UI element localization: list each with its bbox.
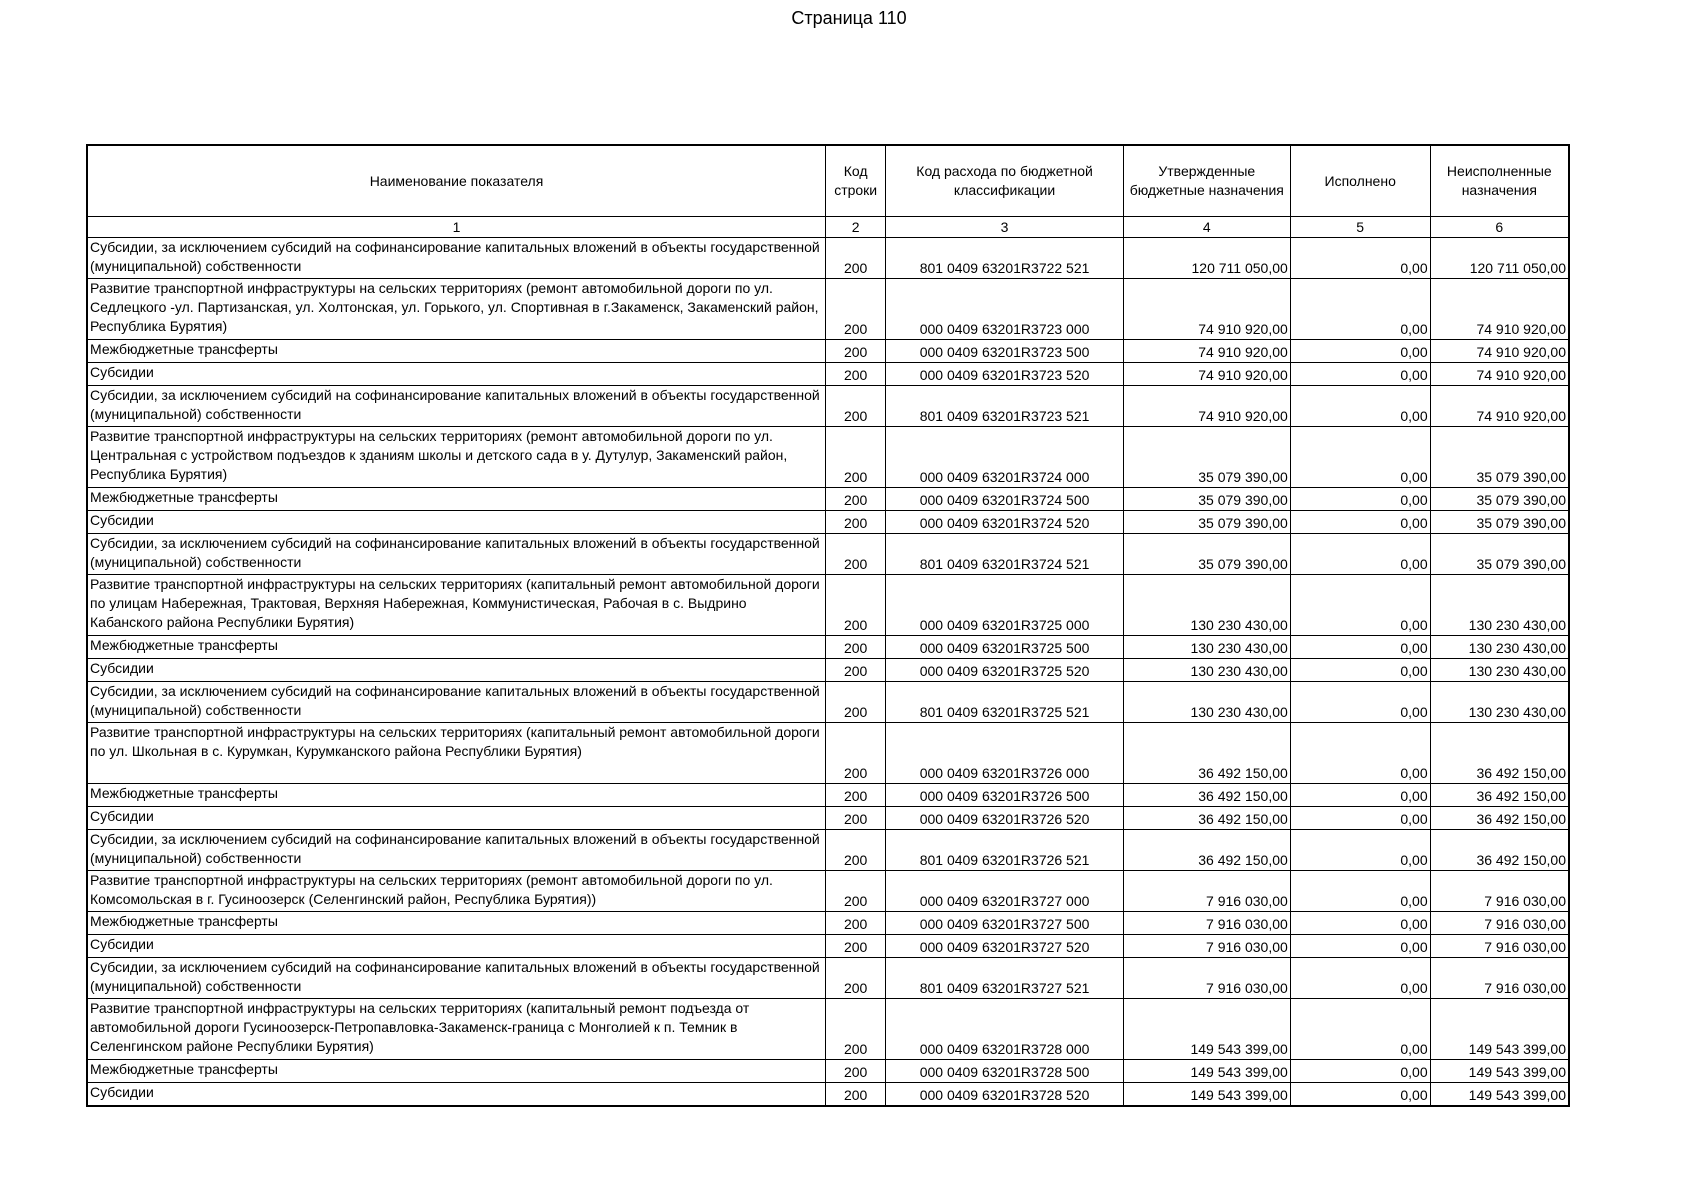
- row-code: 200: [825, 575, 885, 636]
- row-unexecuted: 74 910 920,00: [1430, 386, 1569, 427]
- row-kbk: 000 0409 63201R3727 500: [886, 912, 1123, 935]
- row-approved: 35 079 390,00: [1123, 534, 1290, 575]
- row-approved: 7 916 030,00: [1123, 935, 1290, 958]
- table-row: [87, 238, 1569, 279]
- row-executed: 0,00: [1290, 1083, 1430, 1106]
- table-row: [87, 340, 1569, 363]
- row-kbk: 000 0409 63201R3723 000: [886, 279, 1123, 340]
- row-kbk: 000 0409 63201R3726 000: [886, 723, 1123, 784]
- table-row: [87, 1083, 1569, 1106]
- row-code: 200: [825, 488, 885, 511]
- table-row: [87, 659, 1569, 682]
- row-name: Субсидии, за исключением субсидий на софинансирование капитальных вложений в объекты государственной (муниципальной) собственности: [87, 682, 825, 723]
- row-code: 200: [825, 238, 885, 279]
- row-unexecuted: 35 079 390,00: [1430, 427, 1569, 488]
- table-row: [87, 511, 1569, 534]
- row-executed: 0,00: [1290, 427, 1430, 488]
- row-unexecuted: 7 916 030,00: [1430, 912, 1569, 935]
- row-unexecuted: 130 230 430,00: [1430, 659, 1569, 682]
- table-row: [87, 279, 1569, 340]
- header-executed: Исполнено: [1290, 145, 1430, 217]
- row-approved: 130 230 430,00: [1123, 659, 1290, 682]
- row-executed: 0,00: [1290, 871, 1430, 912]
- table-row: [87, 427, 1569, 488]
- row-executed: 0,00: [1290, 1060, 1430, 1083]
- row-unexecuted: 7 916 030,00: [1430, 958, 1569, 999]
- row-code: 200: [825, 830, 885, 871]
- row-name: Развитие транспортной инфраструктуры на сельских территориях (ремонт автомобильной дороги по ул. Комсомольская в г. Гусиноозерск (Селенгинский район, Республика Бурятия)): [87, 871, 825, 912]
- row-name: Субсидии, за исключением субсидий на софинансирование капитальных вложений в объекты государственной (муниципальной) собственности: [87, 534, 825, 575]
- row-approved: 35 079 390,00: [1123, 488, 1290, 511]
- table-row: [87, 534, 1569, 575]
- header-kbk: Код расхода по бюджетной классификации: [886, 145, 1123, 217]
- row-unexecuted: 35 079 390,00: [1430, 534, 1569, 575]
- table-row: [87, 912, 1569, 935]
- row-code: 200: [825, 363, 885, 386]
- row-executed: 0,00: [1290, 534, 1430, 575]
- row-unexecuted: 74 910 920,00: [1430, 340, 1569, 363]
- table-row: [87, 784, 1569, 807]
- row-name: Субсидии: [87, 363, 825, 386]
- row-code: 200: [825, 912, 885, 935]
- row-approved: 130 230 430,00: [1123, 636, 1290, 659]
- row-kbk: 801 0409 63201R3722 521: [886, 238, 1123, 279]
- row-name: Межбюджетные трансферты: [87, 488, 825, 511]
- row-approved: 74 910 920,00: [1123, 340, 1290, 363]
- row-kbk: 000 0409 63201R3726 520: [886, 807, 1123, 830]
- row-name: Субсидии: [87, 1083, 825, 1106]
- row-executed: 0,00: [1290, 659, 1430, 682]
- column-number-row: [87, 217, 1569, 238]
- row-unexecuted: 35 079 390,00: [1430, 511, 1569, 534]
- row-kbk: 000 0409 63201R3725 520: [886, 659, 1123, 682]
- row-name: Субсидии: [87, 659, 825, 682]
- table-row: [87, 871, 1569, 912]
- row-name: Межбюджетные трансферты: [87, 1060, 825, 1083]
- row-executed: 0,00: [1290, 575, 1430, 636]
- row-name: Межбюджетные трансферты: [87, 636, 825, 659]
- row-approved: 149 543 399,00: [1123, 1083, 1290, 1106]
- row-unexecuted: 120 711 050,00: [1430, 238, 1569, 279]
- row-executed: 0,00: [1290, 386, 1430, 427]
- row-executed: 0,00: [1290, 723, 1430, 784]
- row-approved: 130 230 430,00: [1123, 575, 1290, 636]
- table-row: [87, 830, 1569, 871]
- column-number: 5: [1290, 217, 1430, 238]
- row-approved: 36 492 150,00: [1123, 807, 1290, 830]
- row-executed: 0,00: [1290, 488, 1430, 511]
- row-code: 200: [825, 534, 885, 575]
- row-code: 200: [825, 427, 885, 488]
- header-code: Код строки: [825, 145, 885, 217]
- row-approved: 35 079 390,00: [1123, 427, 1290, 488]
- row-name: Межбюджетные трансферты: [87, 340, 825, 363]
- row-approved: 7 916 030,00: [1123, 871, 1290, 912]
- row-unexecuted: 130 230 430,00: [1430, 575, 1569, 636]
- row-code: 200: [825, 1060, 885, 1083]
- row-code: 200: [825, 999, 885, 1060]
- row-kbk: 000 0409 63201R3723 520: [886, 363, 1123, 386]
- row-unexecuted: 149 543 399,00: [1430, 1060, 1569, 1083]
- row-executed: 0,00: [1290, 958, 1430, 999]
- row-kbk: 801 0409 63201R3723 521: [886, 386, 1123, 427]
- table-row: [87, 807, 1569, 830]
- row-name: Развитие транспортной инфраструктуры на сельских территориях (капитальный ремонт автомобильной дороги по улицам Набережная, Трактовая, Верхняя Набережная, Коммунистическая, Рабочая в с. Выдрино Кабанского района Республики Бурятия): [87, 575, 825, 636]
- row-approved: 7 916 030,00: [1123, 912, 1290, 935]
- row-kbk: 000 0409 63201R3728 500: [886, 1060, 1123, 1083]
- row-unexecuted: 7 916 030,00: [1430, 871, 1569, 912]
- row-unexecuted: 74 910 920,00: [1430, 279, 1569, 340]
- row-unexecuted: 36 492 150,00: [1430, 830, 1569, 871]
- row-name: Развитие транспортной инфраструктуры на сельских территориях (ремонт автомобильной дороги по ул. Центральная с устройством подъездов к зданиям школы и детского сада в у. Дутулур, Закаменский район, Республика Бурятия): [87, 427, 825, 488]
- row-approved: 74 910 920,00: [1123, 279, 1290, 340]
- row-name: Субсидии, за исключением субсидий на софинансирование капитальных вложений в объекты государственной (муниципальной) собственности: [87, 830, 825, 871]
- row-kbk: 000 0409 63201R3724 520: [886, 511, 1123, 534]
- row-name: Межбюджетные трансферты: [87, 784, 825, 807]
- table-row: [87, 935, 1569, 958]
- table-row: [87, 488, 1569, 511]
- row-kbk: 000 0409 63201R3726 500: [886, 784, 1123, 807]
- row-unexecuted: 36 492 150,00: [1430, 784, 1569, 807]
- row-approved: 120 711 050,00: [1123, 238, 1290, 279]
- table-row: [87, 682, 1569, 723]
- row-executed: 0,00: [1290, 238, 1430, 279]
- row-approved: 7 916 030,00: [1123, 958, 1290, 999]
- row-code: 200: [825, 659, 885, 682]
- table-row: [87, 999, 1569, 1060]
- column-number: 3: [886, 217, 1123, 238]
- row-approved: 74 910 920,00: [1123, 386, 1290, 427]
- row-name: Субсидии: [87, 511, 825, 534]
- row-executed: 0,00: [1290, 340, 1430, 363]
- row-unexecuted: 36 492 150,00: [1430, 807, 1569, 830]
- row-kbk: 000 0409 63201R3724 000: [886, 427, 1123, 488]
- budget-table: [86, 144, 1570, 1107]
- header-unexecuted: Неисполненные назначения: [1430, 145, 1569, 217]
- row-unexecuted: 149 543 399,00: [1430, 999, 1569, 1060]
- column-number: 4: [1123, 217, 1290, 238]
- row-name: Субсидии, за исключением субсидий на софинансирование капитальных вложений в объекты государственной (муниципальной) собственности: [87, 386, 825, 427]
- header-name: Наименование показателя: [87, 145, 825, 217]
- row-unexecuted: 36 492 150,00: [1430, 723, 1569, 784]
- row-name: Развитие транспортной инфраструктуры на сельских территориях (капитальный ремонт автомобильной дороги по ул. Школьная в с. Курумкан, Курумканского района Республики Бурятия): [87, 723, 825, 784]
- row-executed: 0,00: [1290, 682, 1430, 723]
- row-code: 200: [825, 958, 885, 999]
- row-kbk: 801 0409 63201R3724 521: [886, 534, 1123, 575]
- column-number: 1: [87, 217, 825, 238]
- row-executed: 0,00: [1290, 807, 1430, 830]
- row-approved: 130 230 430,00: [1123, 682, 1290, 723]
- row-kbk: 000 0409 63201R3728 520: [886, 1083, 1123, 1106]
- row-name: Субсидии: [87, 935, 825, 958]
- row-code: 200: [825, 279, 885, 340]
- row-code: 200: [825, 386, 885, 427]
- row-approved: 36 492 150,00: [1123, 830, 1290, 871]
- row-code: 200: [825, 935, 885, 958]
- row-name: Развитие транспортной инфраструктуры на сельских территориях (капитальный ремонт подъезда от автомобильной дороги Гусиноозерск-Петропавловка-Закаменск-граница с Монголией к п. Темник в Селенгинском районе Республики Бурятия): [87, 999, 825, 1060]
- column-number: 2: [825, 217, 885, 238]
- row-unexecuted: 35 079 390,00: [1430, 488, 1569, 511]
- row-executed: 0,00: [1290, 784, 1430, 807]
- row-code: 200: [825, 1083, 885, 1106]
- row-code: 200: [825, 723, 885, 784]
- row-executed: 0,00: [1290, 830, 1430, 871]
- table-row: [87, 636, 1569, 659]
- row-approved: 35 079 390,00: [1123, 511, 1290, 534]
- row-code: 200: [825, 807, 885, 830]
- table-row: [87, 1060, 1569, 1083]
- header-approved: Утвержденные бюджетные назначения: [1123, 145, 1290, 217]
- row-code: 200: [825, 636, 885, 659]
- row-kbk: 801 0409 63201R3727 521: [886, 958, 1123, 999]
- row-name: Субсидии: [87, 807, 825, 830]
- row-executed: 0,00: [1290, 935, 1430, 958]
- row-executed: 0,00: [1290, 999, 1430, 1060]
- row-unexecuted: 149 543 399,00: [1430, 1083, 1569, 1106]
- row-approved: 74 910 920,00: [1123, 363, 1290, 386]
- row-approved: 149 543 399,00: [1123, 1060, 1290, 1083]
- row-kbk: 000 0409 63201R3727 000: [886, 871, 1123, 912]
- table-row: [87, 958, 1569, 999]
- row-kbk: 000 0409 63201R3724 500: [886, 488, 1123, 511]
- row-kbk: 801 0409 63201R3726 521: [886, 830, 1123, 871]
- row-unexecuted: 130 230 430,00: [1430, 636, 1569, 659]
- row-kbk: 000 0409 63201R3725 500: [886, 636, 1123, 659]
- row-code: 200: [825, 784, 885, 807]
- row-name: Развитие транспортной инфраструктуры на сельских территориях (ремонт автомобильной дороги по ул. Седлецкого -ул. Партизанская, ул. Холтонская, ул. Горького, ул. Спортивная в г.Закаменск, Закаменский район, Республика Бурятия): [87, 279, 825, 340]
- table-row: [87, 723, 1569, 784]
- row-code: 200: [825, 682, 885, 723]
- row-executed: 0,00: [1290, 511, 1430, 534]
- row-name: Межбюджетные трансферты: [87, 912, 825, 935]
- column-number: 6: [1430, 217, 1569, 238]
- row-kbk: 000 0409 63201R3725 000: [886, 575, 1123, 636]
- table-row: [87, 386, 1569, 427]
- row-code: 200: [825, 511, 885, 534]
- row-executed: 0,00: [1290, 636, 1430, 659]
- row-approved: 36 492 150,00: [1123, 723, 1290, 784]
- page-title: Страница 110: [791, 8, 907, 28]
- row-name: Субсидии, за исключением субсидий на софинансирование капитальных вложений в объекты государственной (муниципальной) собственности: [87, 238, 825, 279]
- row-approved: 149 543 399,00: [1123, 999, 1290, 1060]
- header-row: [87, 145, 1569, 217]
- table-row: [87, 575, 1569, 636]
- row-code: 200: [825, 871, 885, 912]
- row-kbk: 000 0409 63201R3727 520: [886, 935, 1123, 958]
- row-approved: 36 492 150,00: [1123, 784, 1290, 807]
- row-unexecuted: 130 230 430,00: [1430, 682, 1569, 723]
- row-name: Субсидии, за исключением субсидий на софинансирование капитальных вложений в объекты государственной (муниципальной) собственности: [87, 958, 825, 999]
- row-code: 200: [825, 340, 885, 363]
- row-unexecuted: 7 916 030,00: [1430, 935, 1569, 958]
- row-executed: 0,00: [1290, 363, 1430, 386]
- row-unexecuted: 74 910 920,00: [1430, 363, 1569, 386]
- row-kbk: 801 0409 63201R3725 521: [886, 682, 1123, 723]
- row-executed: 0,00: [1290, 279, 1430, 340]
- table-row: [87, 363, 1569, 386]
- row-kbk: 000 0409 63201R3723 500: [886, 340, 1123, 363]
- row-executed: 0,00: [1290, 912, 1430, 935]
- row-kbk: 000 0409 63201R3728 000: [886, 999, 1123, 1060]
